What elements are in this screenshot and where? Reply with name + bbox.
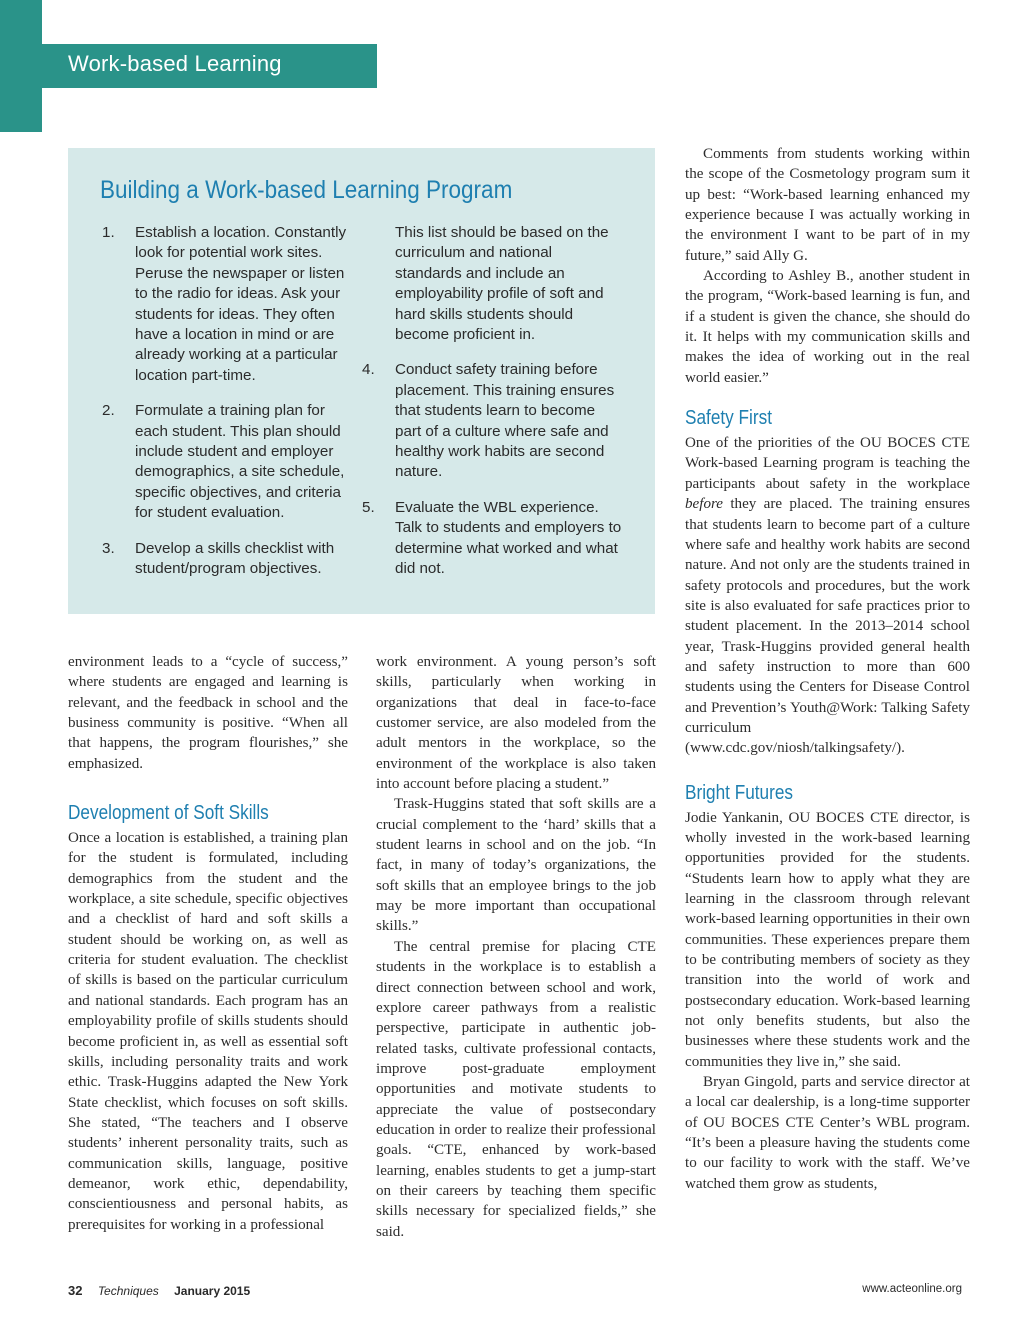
- paragraph: Bryan Gingold, parts and service director at a local car dealership, is a long-time supporter of OU BOCES CTE Center’s WBL program. “It’s been a pleasure having the students come to our facility to work with the staff. We’ve watched them grow as students,: [685, 1074, 970, 1192]
- list-item-text: Formulate a training plan for each student. This plan should include student and employer demographics, a site schedule, specific objectives, and criteria for student evaluation.: [135, 402, 345, 522]
- list-item-text: Establish a location. Constantly look for potential work sites. Peruse the newspaper or listen to the radio for ideas. Ask your students for ideas. They often have a location in mind or are already working at a particular location part-time.: [135, 224, 347, 384]
- subheading-safety-first: Safety First: [685, 407, 772, 430]
- paragraph: According to Ashley B., another student in the program, “Work-based learning is fun, and if a student is given the chance, she should do it. It helps with my communication skills and makes the idea of working out in the real world easier.”: [685, 268, 970, 386]
- list-item-text: Evaluate the WBL experience. Talk to students and employers to determine what worked and what did not.: [395, 498, 622, 578]
- paragraph: work environment. A young person’s soft skills, particularly when working in organizations that deal in face-to-face customer service, are also modeled from the adult mentors in the workplace, so the environment of the workplace is also taken into account before placing a student.”: [376, 654, 656, 793]
- emphasis-before: before: [685, 496, 723, 513]
- publication-name: Techniques: [97, 1284, 159, 1298]
- sidebar-box-left-column: [102, 223, 352, 595]
- footer-url: www.acteonline.org: [862, 1283, 962, 1295]
- list-item-number: 4.: [362, 361, 375, 379]
- list-item: [102, 401, 352, 523]
- page-number: 32: [68, 1283, 83, 1298]
- list-item-number: 3.: [102, 539, 115, 557]
- list-item-number: 5.: [362, 498, 375, 516]
- list-item-number: 1.: [102, 224, 115, 241]
- teal-side-bar: [0, 0, 42, 132]
- paragraph: Jodie Yankanin, OU BOCES CTE director, is wholly invested in the work-based learning opportunities provided for the students. “Students learn how to apply what they are learning in the classroom through relevant work-based learning opportunities in their own communities. These experiences prepare them to be contributing members of society as they transition into the world of work and postsecondary education. Work-based learning not only benefits students, but also the businesses where these students work and the communities they live in,” she said.: [685, 809, 970, 1070]
- list-item-text: Develop a skills checklist with student/program objectives.: [135, 539, 335, 578]
- text-run: One of the priorities of the OU BOCES CTE Work-based Learning program is teaching the participants about safety in the workplace: [685, 435, 970, 492]
- sidebar-box: [68, 148, 655, 614]
- list-item: [362, 498, 622, 580]
- article-column-right: [685, 144, 970, 1194]
- list-item: [102, 223, 352, 386]
- paragraph: [685, 433, 970, 759]
- section-label: Work-based Learning: [68, 51, 282, 76]
- sidebar-box-right-column: [362, 223, 622, 595]
- paragraph: The central premise for placing CTE students in the workplace is to establish a direct connection between school and work, explore career pathways from a realistic perspective, participate in authentic job-related tasks, cultivate professional contacts, improve post-graduate employment opportunities and motivate students to appreciate the value of postsecondary education in order to realize their professional goals. “CTE, enhanced by work-based learning, enables students to get a jump-start on their careers by teaching them specific skills necessary for specialized fields,” she said.: [376, 938, 656, 1240]
- list-item-text: Conduct safety training before placement. This training ensures that students learn to become part of a culture where safe and healthy work habits are second nature.: [395, 361, 615, 481]
- article-column-middle: [376, 652, 656, 1242]
- list-item: [362, 360, 622, 482]
- subheading-soft-skills: Development of Soft Skills: [68, 802, 269, 825]
- paragraph: Comments from students working within the scope of the Cosmetology program sum it up best: “Work-based learning enhanced my experience because I was actually working in the environment I want to be part of in my future,” said Ally G.: [685, 146, 970, 264]
- paragraph: environment leads to a “cycle of success,” where students are engaged and learning is relevant, and the feedback in school and the business community is positive. “When all that happens, the program flourishes,” she emphasized.: [68, 654, 348, 772]
- paragraph: Trask-Huggins stated that soft skills are a crucial complement to the ‘hard’ skills that a student learns in school and on the job. “In fact, in many of today’s organizations, the soft skills that an employee brings to the job may be more important than occupational skills.”: [376, 796, 656, 935]
- paragraph: Once a location is established, a training plan for the student is formulated, including demographics from the student and the workplace, a site schedule, specific objectives and a checklist of hard and soft skills a student should be working on, as well as criteria for student evaluation. The checklist of skills is based on the particular curriculum and national standards. Each program has an employability profile of skills students should become proficient in, as well as essential soft skills, including personality traits and work ethic. Trask-Huggins adapted the New York State checklist, which focuses on soft skills. She stated, “The teachers and I observe students’ inherent personality traits, such as communication skills, language, positive demeanor, work ethic, dependability, conscientiousness and personal habits, as prerequisites for working in a professional: [68, 830, 348, 1233]
- issue-date: January 2015: [174, 1284, 251, 1298]
- article-column-left: [68, 652, 348, 1235]
- footer-left: [68, 1283, 250, 1298]
- list-item-continuation: This list should be based on the curriculum and national standards and include an employability profile of soft and hard skills students should become proficient in.: [395, 224, 609, 344]
- subheading-bright-futures: Bright Futures: [685, 781, 794, 804]
- sidebar-box-title: Building a Work-based Learning Program: [100, 176, 513, 204]
- text-run: they are placed. The training ensures that students learn to become part of a culture where safe and healthy work habits are second nature. And not only are the students trained in safety protocols and procedures, but the work site is also evaluated for safe practices prior to student placement. In the 2013–2014 school year, Trask-Huggins provided general health and safety instruction to more than 600 students using the Centers for Disease Control and Prevention’s Youth@Work: Talking Safety curriculum (www.cdc.gov/niosh/talkingsafety/).: [685, 496, 970, 757]
- list-item: [102, 539, 352, 580]
- list-item-number: 2.: [102, 402, 115, 420]
- section-header-band: [42, 44, 377, 88]
